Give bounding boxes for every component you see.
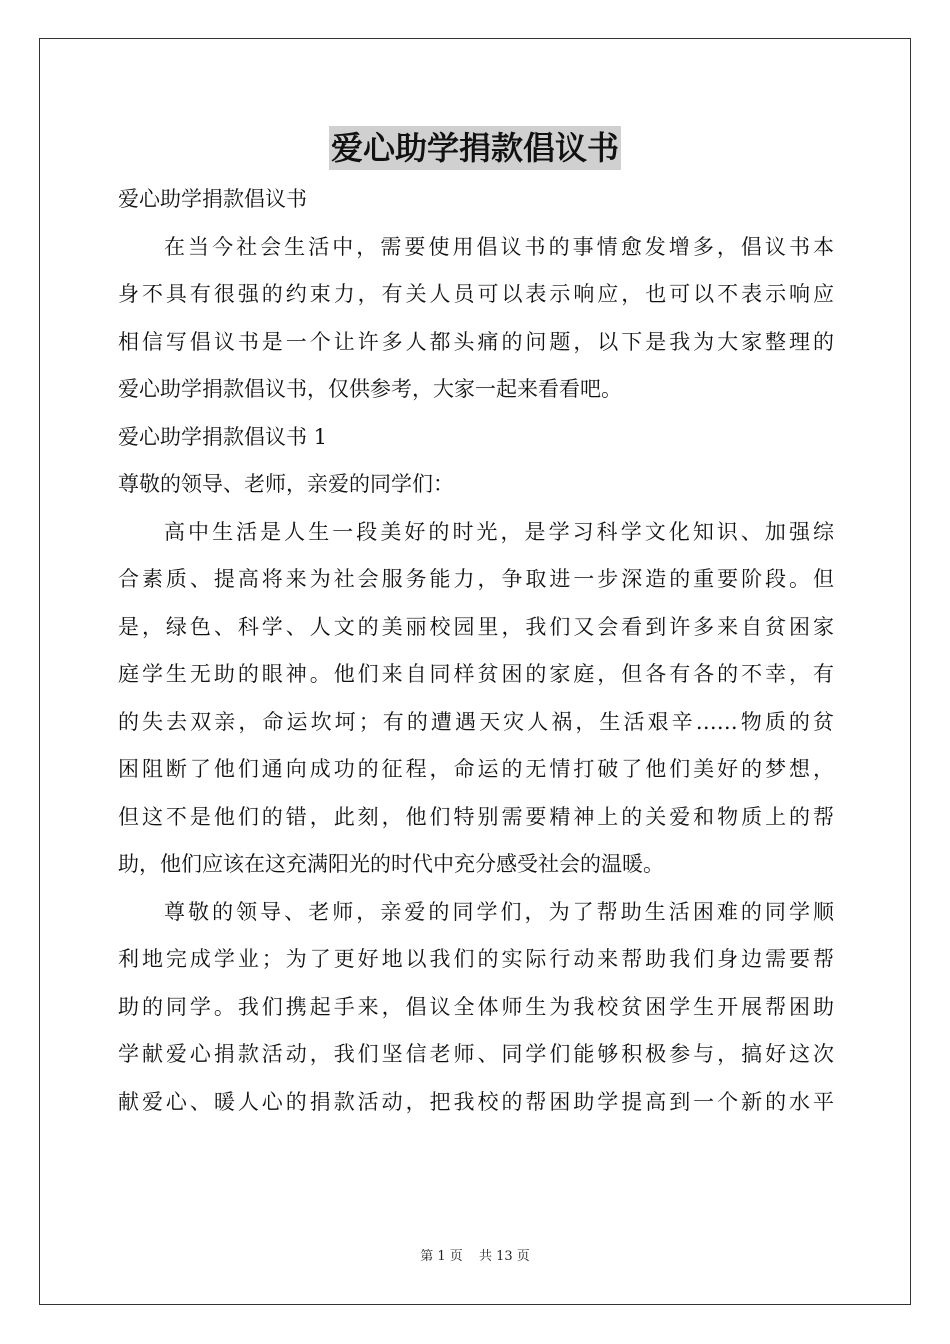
text-line: 尊敬的领导、老师，亲爱的同学们： <box>118 472 454 496</box>
text-line: 但这不是他们的错，此刻，他们特别需要精神上的关爱和物质上的帮 <box>118 804 834 829</box>
text-line: 爱心助学捐款倡议书 <box>118 187 307 211</box>
document-title: 爱心助学捐款倡议书 <box>329 126 621 170</box>
text-line: 庭学生无助的眼神。他们来自同样贫困的家庭，但各有各的不幸，有 <box>118 662 834 686</box>
title-area <box>0 126 950 170</box>
text-line: 利地完成学业；为了更好地以我们的实际行动来帮助我们身边需要帮 <box>118 947 834 971</box>
text-line: 助，他们应该在这充满阳光的时代中充分感受社会的温暖。 <box>118 852 664 876</box>
text-line: 助的同学。我们携起手来，倡议全体师生为我校贫困学生开展帮困助 <box>118 994 834 1019</box>
text-line: 困阻断了他们通向成功的征程，命运的无情打破了他们美好的梦想， <box>118 757 834 781</box>
text-line: 合素质、提高将来为社会服务能力，争取进一步深造的重要阶段。但 <box>118 567 834 591</box>
text-line: 在当今社会生活中，需要使用倡议书的事情愈发增多，倡议书本 <box>164 234 834 259</box>
page-footer <box>0 1245 950 1264</box>
document-body <box>118 176 834 1126</box>
text-line: 身不具有很强的约束力，有关人员可以表示响应，也可以不表示响应 <box>118 282 834 306</box>
text-line: 相信写倡议书是一个让许多人都头痛的问题，以下是我为大家整理的 <box>118 329 834 354</box>
text-line: 爱心助学捐款倡议书 1 <box>118 424 328 449</box>
page-number-current: 第 1 页 <box>420 1249 463 1264</box>
text-line: 爱心助学捐款倡议书，仅供参考，大家一起来看看吧。 <box>118 377 622 401</box>
text-line: 学献爱心捐款活动，我们坚信老师、同学们能够积极参与，搞好这次 <box>118 1042 834 1066</box>
page-number-total: 共 13 页 <box>478 1249 530 1264</box>
text-line: 的失去双亲，命运坎坷；有的遭遇天灾人祸，生活艰辛……物质的贫 <box>118 709 834 734</box>
text-line: 高中生活是人生一段美好的时光，是学习科学文化知识、加强综 <box>164 519 834 544</box>
text-line: 献爱心、暖人心的捐款活动，把我校的帮困助学提高到一个新的水平 <box>118 1089 834 1114</box>
text-line: 是，绿色、科学、人文的美丽校园里，我们又会看到许多来自贫困家 <box>118 614 834 639</box>
text-line: 尊敬的领导、老师，亲爱的同学们，为了帮助生活困难的同学顺 <box>164 899 834 924</box>
